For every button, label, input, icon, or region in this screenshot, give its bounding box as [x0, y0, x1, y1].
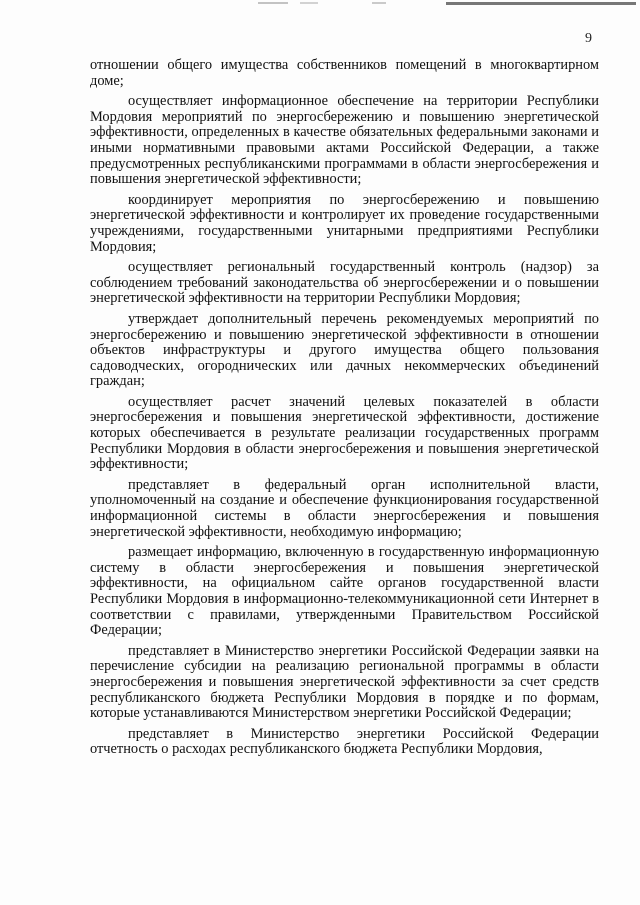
paragraph: размещает информацию, включенную в государственную информационную систему в области энергосбережения и повышения энергетической эффективности, на официальном сайте органов государственной власти Республики Мордовия в информационно-телекоммуникационной сети Интернет в соответствии с правилами, утвержденными Правительством Российской Федерации;: [90, 544, 599, 639]
paragraph: осуществляет региональный государственный контроль (надзор) за соблюдением требований законодательства об энергосбережении и о повышении энергетической эффективности на территории Республики Мордовия;: [90, 259, 599, 307]
body-text: [90, 58, 599, 758]
paragraph: осуществляет расчет значений целевых показателей в области энергосбережения и повышения энергетической эффективности, достижение которых обеспечивается в результате реализации государственных программ Республики Мордовия в области энергосбережения и повышения энергетической эффективности;: [90, 393, 599, 473]
paragraph: осуществляет информационное обеспечение на территории Республики Мордовия мероприятий по энергосбережению и повышению энергетической эффективности, определенных в качестве обязательных федеральными законами и иными нормативными правовыми актами Российской Федерации, а также предусмотренных республиканскими программами в области энергосбережения и повышения энергетической эффективности;: [90, 93, 599, 188]
paragraph: представляет в Министерство энергетики Российской Федерации отчетность о расходах республиканского бюджета Республики Мордовия,: [90, 725, 599, 758]
paragraph: представляет в федеральный орган исполнительной власти, уполномоченный на создание и обеспечение функционирования государственной информационной системы в области энергосбережения и повышения энергетической эффективности, необходимую информацию;: [90, 476, 599, 540]
scan-artifact: [0, 0, 640, 8]
paragraph: координирует мероприятия по энергосбережению и повышению энергетической эффективности и контролирует их проведение государственными учреждениями, государственными унитарными предприятиями Республики Мордовия;: [90, 191, 599, 255]
paragraph-continuation: отношении общего имущества собственников помещений в многоквартирном доме;: [90, 57, 599, 89]
paragraph: представляет в Министерство энергетики Российской Федерации заявки на перечисление субсидии на реализацию региональной программы в области энергосбережения и повышения энергетической эффективности за счет средств республиканского бюджета Республики Мордовия в порядке и по формам, которые устанавливаются Министерством энергетики Российской Федерации;: [90, 642, 599, 722]
paragraph: утверждает дополнительный перечень рекомендуемых мероприятий по энергосбережению и повышению энергетической эффективности в отношении объектов инфраструктуры и другого имущества общего пользования садоводческих, огороднических или дачных некоммерческих объединений граждан;: [90, 310, 599, 390]
page-number: 9: [585, 31, 592, 46]
